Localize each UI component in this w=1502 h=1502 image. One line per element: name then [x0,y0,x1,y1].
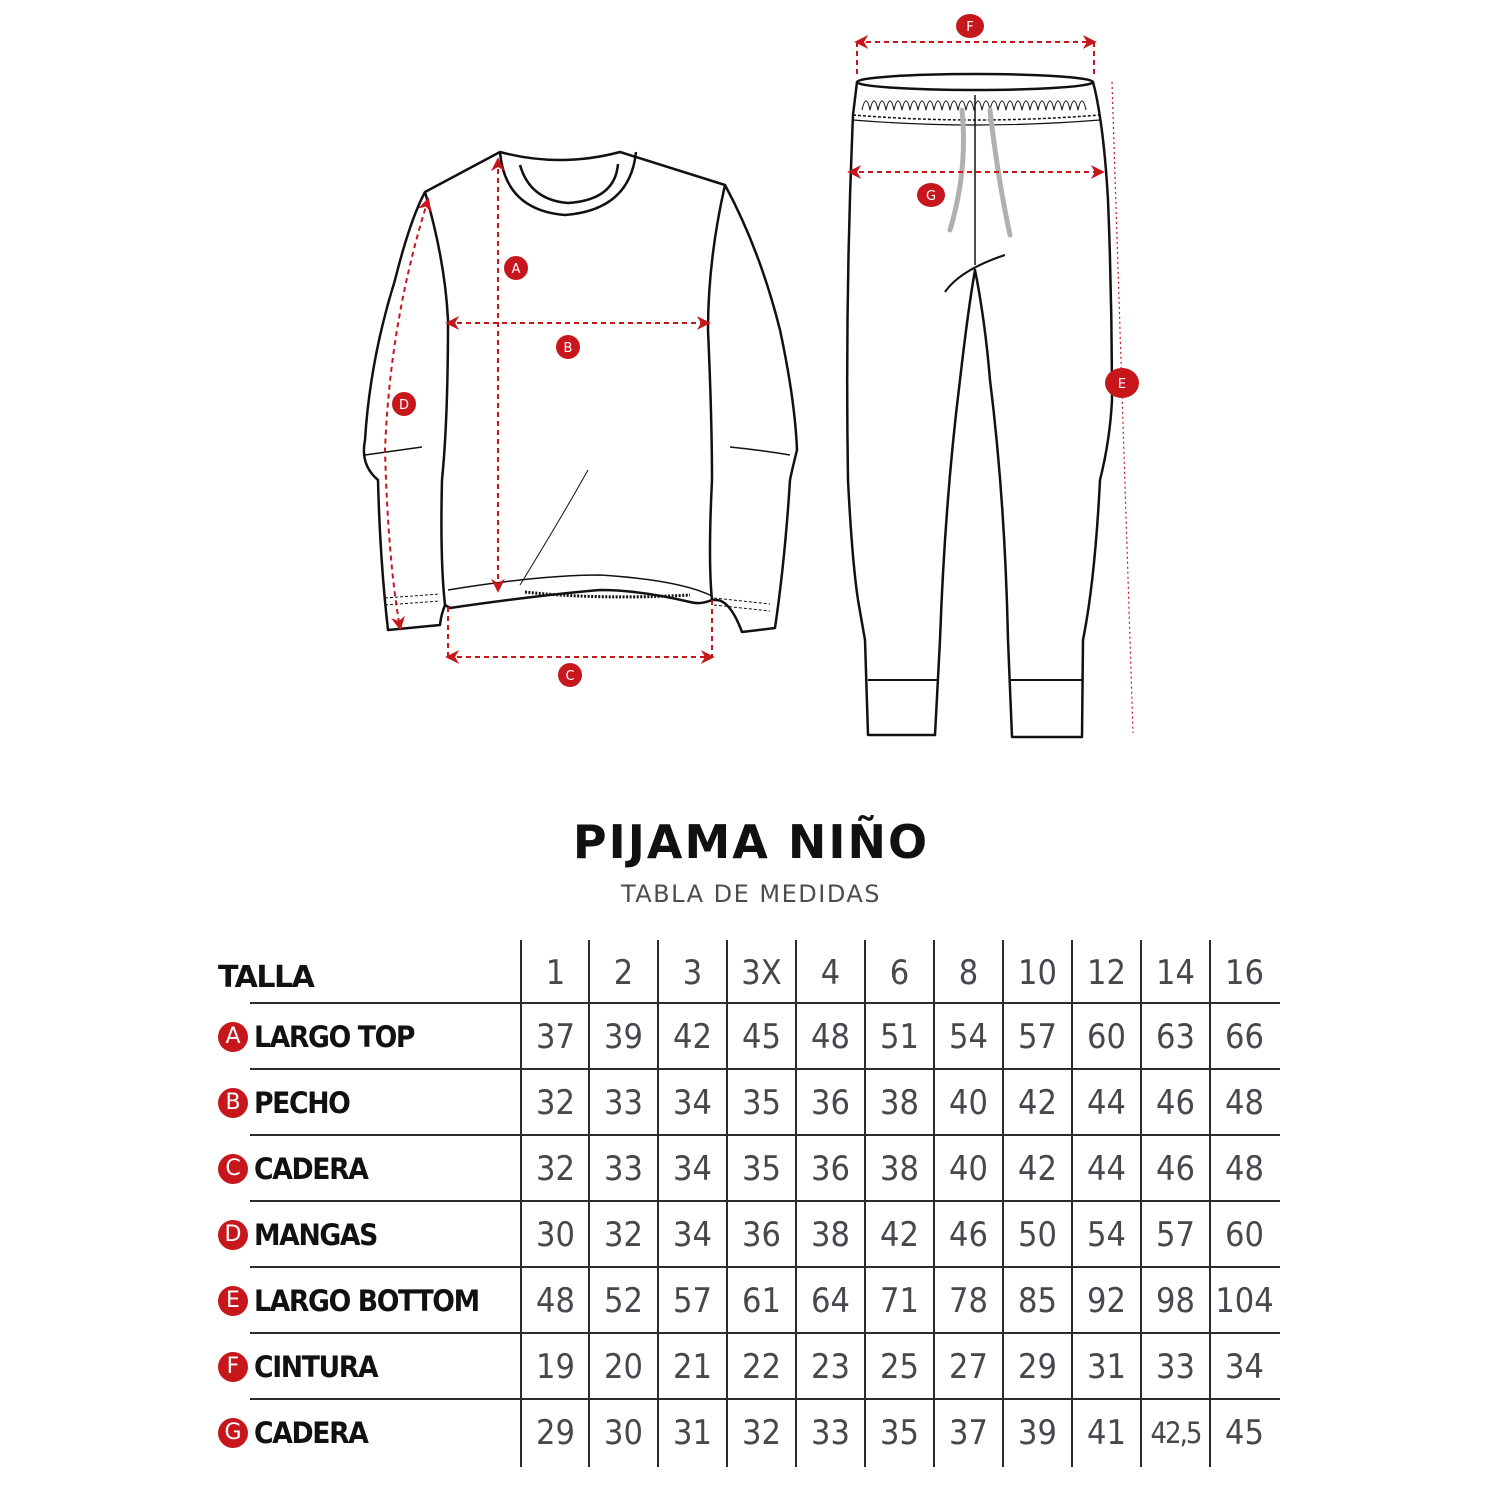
measurement-value-cell: 66 [1225,1017,1264,1057]
size-header-cell: 8 [958,953,979,993]
measurement-value-cell: 38 [811,1215,850,1255]
measurement-value-cell: 33 [604,1149,643,1189]
measurement-value-cell: 33 [604,1083,643,1123]
measurement-value-cell: 48 [536,1281,575,1321]
svg-text:B: B [563,341,573,356]
page-title: PIJAMA NIÑO [572,815,930,869]
measurement-value-cell: 21 [673,1347,712,1387]
measurement-name: CINTURA [254,1350,378,1384]
measurement-name: PECHO [254,1086,350,1120]
measurement-value-cell: 71 [880,1281,919,1321]
svg-text:A: A [511,262,521,277]
measurement-value-cell: 44 [1087,1083,1126,1123]
measurement-value-cell: 36 [742,1215,781,1255]
size-header-label: TALLA [218,960,314,995]
row-label [218,1334,388,1400]
measurement-value-cell: 35 [880,1413,919,1453]
measurement-value-cell: 35 [742,1149,781,1189]
measurement-value-cell: 50 [1018,1215,1057,1255]
row-label [218,1136,377,1202]
measurement-value-cell: 27 [949,1347,988,1387]
measurement-value-cell: 36 [811,1083,850,1123]
row-label [218,1268,498,1334]
measurement-value-cell: 45 [742,1017,781,1057]
measurement-value-cell: 48 [811,1017,850,1057]
measurement-value-cell: 46 [1156,1083,1195,1123]
measurement-value-cell: 104 [1215,1281,1274,1321]
measurement-value-cell: 30 [604,1413,643,1453]
measurement-value-cell: 42 [673,1017,712,1057]
row-label [218,1004,428,1070]
measurement-value-cell: 29 [536,1413,575,1453]
measurement-value-cell: 38 [880,1149,919,1189]
size-header-cell: 12 [1087,953,1126,993]
size-header-cell: 3 [682,953,703,993]
measurement-value-cell: 32 [742,1413,781,1453]
measurement-value-cell: 31 [673,1413,712,1453]
measurement-value-cell: 34 [673,1215,712,1255]
measurement-value-cell: 57 [673,1281,712,1321]
measurement-letter-icon: A [218,1022,248,1052]
measurement-name: CADERA [254,1152,368,1186]
measurement-value-cell: 54 [949,1017,988,1057]
measurement-value-cell: 25 [880,1347,919,1387]
measurement-letter-icon: E [218,1286,248,1316]
measurement-letter-icon: F [218,1352,248,1382]
size-header-cell: 2 [613,953,634,993]
measurement-value-cell: 44 [1087,1149,1126,1189]
measurement-value-cell: 63 [1156,1017,1195,1057]
measurement-value-cell: 37 [536,1017,575,1057]
measurement-value-cell: 20 [604,1347,643,1387]
svg-text:G: G [925,189,937,204]
row-label [218,1400,377,1466]
measurement-value-cell: 78 [949,1281,988,1321]
measurement-letter-icon: D [218,1220,248,1250]
measurement-name: LARGO BOTTOM [254,1284,479,1318]
measurement-value-cell: 46 [1156,1149,1195,1189]
measurement-value-cell: 54 [1087,1215,1126,1255]
size-header-cell: 10 [1018,953,1057,993]
measurement-value-cell: 31 [1087,1347,1126,1387]
size-header-cell: 16 [1225,953,1264,993]
measurement-value-cell: 45 [1225,1413,1264,1453]
measurement-value-cell: 30 [536,1215,575,1255]
svg-text:D: D [398,398,410,413]
measurement-value-cell: 22 [742,1347,781,1387]
measurement-value-cell: 42,5 [1150,1416,1201,1450]
size-header-cell: 6 [889,953,910,993]
row-label [218,1070,358,1136]
measurement-value-cell: 92 [1087,1281,1126,1321]
measurement-value-cell: 42 [1018,1083,1057,1123]
measurement-value-cell: 40 [949,1083,988,1123]
size-header-cell: 4 [820,953,841,993]
measurement-value-cell: 34 [673,1149,712,1189]
measurement-value-cell: 32 [536,1083,575,1123]
measurement-value-cell: 48 [1225,1149,1264,1189]
measurement-value-cell: 42 [1018,1149,1057,1189]
measurement-value-cell: 85 [1018,1281,1057,1321]
measurement-value-cell: 98 [1156,1281,1195,1321]
measurement-value-cell: 57 [1018,1017,1057,1057]
measurement-value-cell: 39 [604,1017,643,1057]
measurement-letter-icon: C [218,1154,248,1184]
measurement-value-cell: 38 [880,1083,919,1123]
measurement-value-cell: 41 [1087,1413,1126,1453]
measurement-value-cell: 36 [811,1149,850,1189]
measurement-value-cell: 34 [1225,1347,1264,1387]
svg-text:E: E [1117,377,1127,392]
measurement-value-cell: 51 [880,1017,919,1057]
measurement-value-cell: 52 [604,1281,643,1321]
measurement-value-cell: 42 [880,1215,919,1255]
measurement-value-cell: 60 [1225,1215,1264,1255]
size-header-cell: 1 [545,953,566,993]
measurement-value-cell: 60 [1087,1017,1126,1057]
measurement-value-cell: 37 [949,1413,988,1453]
measurement-value-cell: 40 [949,1149,988,1189]
measurement-name: CADERA [254,1416,368,1450]
measurement-value-cell: 29 [1018,1347,1057,1387]
measurement-letter-icon: G [218,1418,248,1448]
page-subtitle: TABLA DE MEDIDAS [620,880,882,908]
row-label [218,1202,388,1268]
measurement-value-cell: 48 [1225,1083,1264,1123]
measurement-value-cell: 64 [811,1281,850,1321]
size-header-cell: 14 [1156,953,1195,993]
svg-text:F: F [966,20,974,35]
measurement-value-cell: 34 [673,1083,712,1123]
svg-text:C: C [565,669,575,684]
measurement-value-cell: 57 [1156,1215,1195,1255]
measurement-value-cell: 61 [742,1281,781,1321]
measurement-value-cell: 32 [604,1215,643,1255]
measurement-value-cell: 32 [536,1149,575,1189]
measurement-value-cell: 39 [1018,1413,1057,1453]
measurement-name: MANGAS [254,1218,378,1252]
measurement-value-cell: 46 [949,1215,988,1255]
measurement-name: LARGO TOP [254,1020,415,1054]
measurement-value-cell: 19 [536,1347,575,1387]
measurement-letter-icon: B [218,1088,248,1118]
measurement-value-cell: 33 [811,1413,850,1453]
measurement-value-cell: 33 [1156,1347,1195,1387]
measurement-value-cell: 35 [742,1083,781,1123]
size-header-cell: 3X [741,953,782,993]
measurement-value-cell: 23 [811,1347,850,1387]
